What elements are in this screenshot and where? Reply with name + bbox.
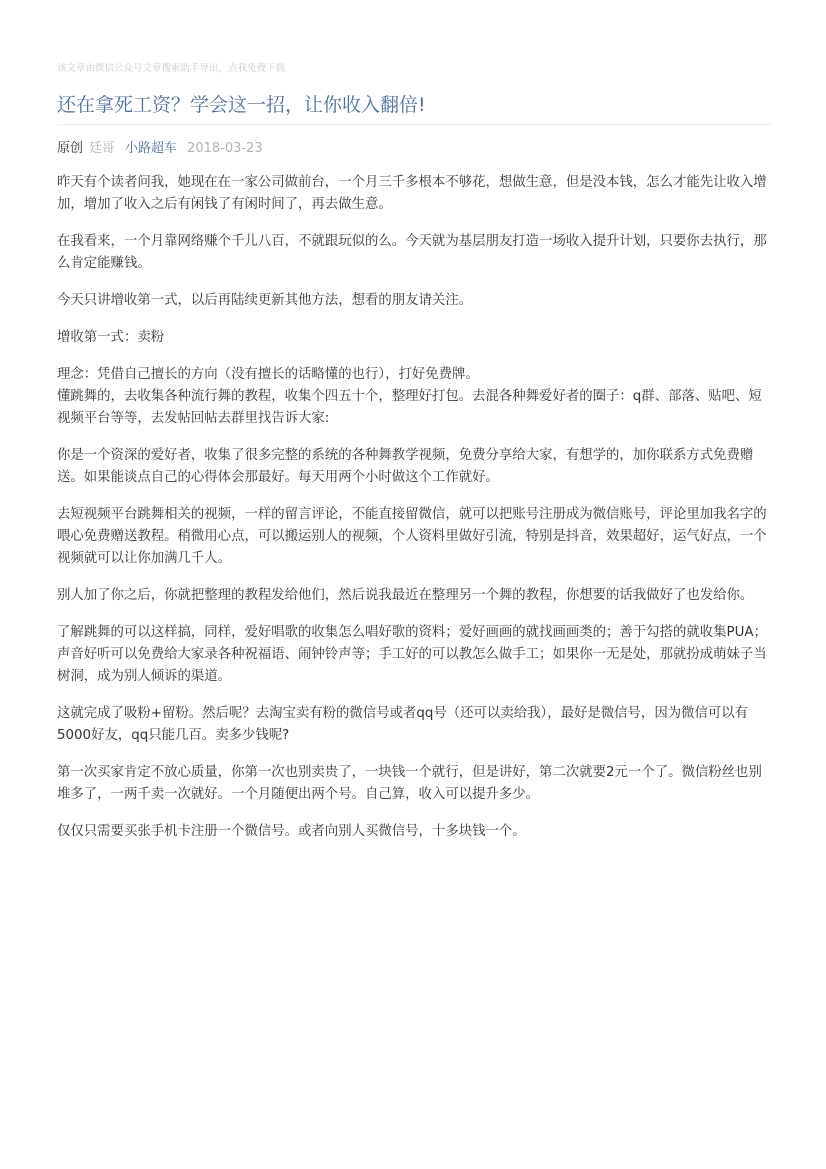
paragraph: 今天只讲增收第一式，以后再陆续更新其他方法，想看的朋友请关注。 <box>57 293 473 308</box>
publish-date: 2018-03-23 <box>187 141 263 156</box>
paragraph: 了解跳舞的可以这样搞，同样，爱好唱歌的收集怎么唱好歌的资料；爱好画画的就找画画类的；善于勾搭的就收集PUA；声音好听可以免费给大家录各种祝福语、闹钟铃声等；手工好的可以教怎么做手工；如果你一无是处，那就扮成萌妹子当树洞，成为别人倾诉的渠道。 <box>57 625 767 684</box>
export-notice-link[interactable]: 该文章由微信公众号文章搜索助手导出，点我免费下载 <box>57 63 286 74</box>
paragraph: 别人加了你之后，你就把整理的教程发给他们，然后说我最近在整理另一个舞的教程，你想要的话我做好了也发给你。 <box>57 588 754 603</box>
paragraph: 这就完成了吸粉+留粉。然后呢？去淘宝卖有粉的微信号或者qq号（还可以卖给我），最好是微信号，因为微信可以有5000好友，qq只能几百。卖多少钱呢? <box>57 706 749 743</box>
title-divider <box>57 124 771 125</box>
paragraph: 增收第一式：卖粉 <box>57 330 165 345</box>
article-body <box>57 172 771 858</box>
paragraph: 你是一个资深的爱好者，收集了很多完整的系统的各种舞教学视频，免费分享给大家，有想学的，加你联系方式免费赠送。如果能谈点自己的心得体会那最好。每天用两个小时做这个工作就好。 <box>57 448 754 485</box>
paragraph: 理念：凭借自己擅长的方向（没有擅长的话略懂的也行），打好免费牌。 懂跳舞的，去收集各种流行舞的教程，收集个四五十个，整理好打包。去混各种舞爱好者的圈子：q群、部落、贴吧、短视频平台等等，去发帖回帖去群里找告诉大家: <box>57 367 762 426</box>
paragraph: 在我看来，一个月靠网络赚个千儿八百，不就跟玩似的么。今天就为基层朋友打造一场收入提升计划，只要你去执行，那么肯定能赚钱。 <box>57 234 767 271</box>
paragraph: 昨天有个读者问我，她现在在一家公司做前台，一个月三千多根本不够花，想做生意，但是没本钱，怎么才能先让收入增加，增加了收入之后有闲钱了有闲时间了，再去做生意。 <box>57 175 767 212</box>
paragraph: 去短视频平台跳舞相关的视频，一样的留言评论，不能直接留微信，就可以把账号注册成为微信账号，评论里加我名字的喂心免费赠送教程。稍微用心点，可以搬运别人的视频，个人资料里做好引流，特别是抖音，效果超好，运气好点，一个视频就可以让你加满几千人。 <box>57 507 767 566</box>
author-name: 廷哥 <box>89 141 116 156</box>
account-name-link[interactable]: 小路超车 <box>125 141 178 156</box>
article-meta <box>57 140 263 158</box>
article-title: 还在拿死工资？学会这一招，让你收入翻倍! <box>57 94 426 116</box>
paragraph: 第一次买家肯定不放心质量，你第一次也别卖贵了，一块钱一个就行，但是讲好，第二次就要2元一个了。微信粉丝也别堆多了，一两千卖一次就好。一个月随便出两个号。自己算，收入可以提升多少。 <box>57 765 762 802</box>
original-label: 原创 <box>57 141 84 156</box>
paragraph: 仅仅只需要买张手机卡注册一个微信号。或者向别人买微信号，十多块钱一个。 <box>57 824 526 839</box>
